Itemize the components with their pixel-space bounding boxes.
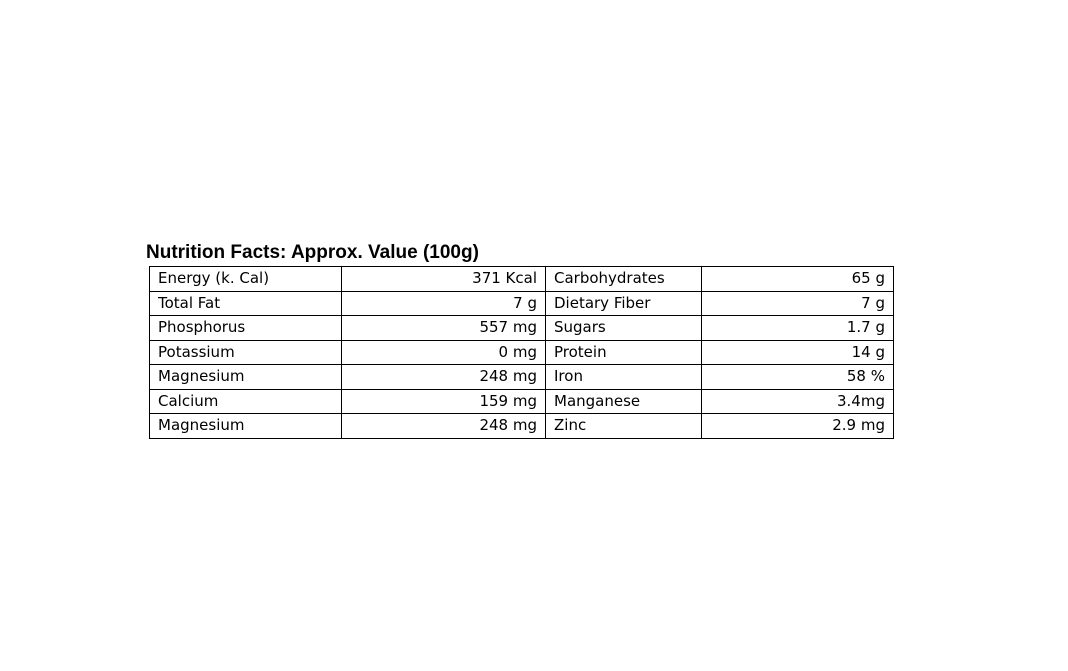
nutrient-name: Zinc — [546, 414, 702, 439]
nutrient-value: 248 mg — [342, 414, 546, 439]
nutrient-name: Phosphorus — [150, 316, 342, 341]
nutrient-value: 0 mg — [342, 340, 546, 365]
nutrient-value: 2.9 mg — [702, 414, 894, 439]
nutrient-value: 7 g — [702, 291, 894, 316]
nutrient-value: 1.7 g — [702, 316, 894, 341]
table-row — [150, 414, 894, 439]
nutrient-name: Energy (k. Cal) — [150, 267, 342, 292]
nutrient-name: Magnesium — [150, 365, 342, 390]
nutrient-name: Manganese — [546, 389, 702, 414]
nutrient-value: 3.4mg — [702, 389, 894, 414]
nutrient-name: Iron — [546, 365, 702, 390]
nutrition-title: Nutrition Facts: Approx. Value (100g) — [146, 242, 479, 263]
table-row — [150, 267, 894, 292]
table-row — [150, 389, 894, 414]
nutrient-value: 248 mg — [342, 365, 546, 390]
table-row — [150, 340, 894, 365]
nutrient-name: Dietary Fiber — [546, 291, 702, 316]
nutrient-value: 557 mg — [342, 316, 546, 341]
nutrient-name: Carbohydrates — [546, 267, 702, 292]
table-row — [150, 291, 894, 316]
nutrient-name: Potassium — [150, 340, 342, 365]
nutrition-table — [149, 266, 894, 439]
nutrient-name: Protein — [546, 340, 702, 365]
nutrient-name: Magnesium — [150, 414, 342, 439]
nutrient-name: Total Fat — [150, 291, 342, 316]
nutrient-value: 159 mg — [342, 389, 546, 414]
nutrient-value: 58 % — [702, 365, 894, 390]
nutrient-name: Sugars — [546, 316, 702, 341]
nutrient-value: 65 g — [702, 267, 894, 292]
nutrient-value: 7 g — [342, 291, 546, 316]
table-row — [150, 316, 894, 341]
table-row — [150, 365, 894, 390]
nutrient-value: 14 g — [702, 340, 894, 365]
nutrient-name: Calcium — [150, 389, 342, 414]
nutrient-value: 371 Kcal — [342, 267, 546, 292]
